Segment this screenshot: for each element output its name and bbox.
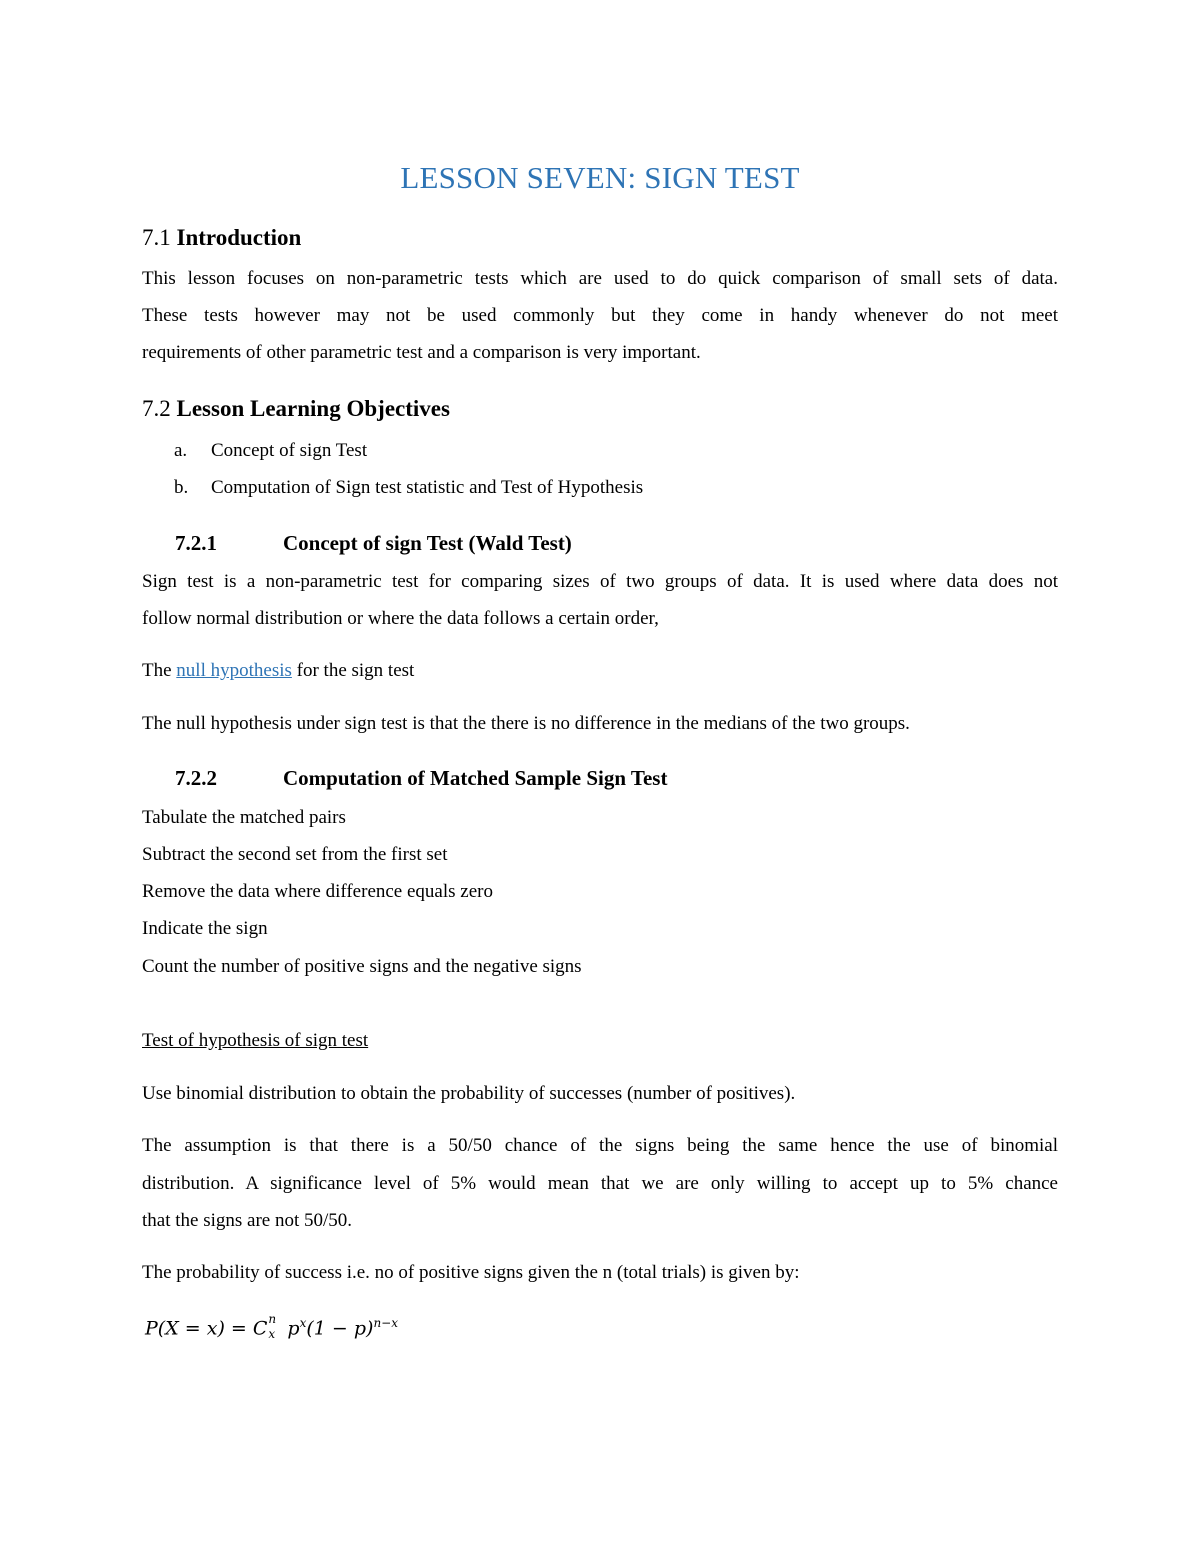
assumption-line: distribution. A significance level of 5% would mean that we are only willing to accept up to 5% chance bbox=[142, 1173, 1058, 1194]
concept-line: follow normal distribution or where the data follows a certain order, bbox=[142, 608, 659, 629]
assumption-line: The assumption is that there is a 50/50 chance of the signs being the same hence the use of binomial bbox=[142, 1135, 1058, 1156]
list-marker: b. bbox=[174, 477, 189, 498]
section-heading-objectives bbox=[142, 396, 450, 422]
binomial-line: Use binomial distribution to obtain the probability of successes (number of positives). bbox=[142, 1083, 796, 1104]
intro-line: This lesson focuses on non-parametric tests which are used to do quick comparison of small sets of data. bbox=[142, 268, 1058, 289]
section-number: 7.2 bbox=[142, 396, 171, 421]
step-line: Count the number of positive signs and the negative signs bbox=[142, 956, 582, 977]
list-item: Concept of sign Test bbox=[211, 440, 368, 461]
subsection-number: 7.2.2 bbox=[175, 766, 217, 790]
page-title: LESSON SEVEN: SIGN TEST bbox=[400, 160, 800, 195]
step-line: Subtract the second set from the first set bbox=[142, 844, 448, 865]
subsection-number: 7.2.1 bbox=[175, 531, 217, 555]
formula-c-sub: x bbox=[268, 1327, 276, 1342]
intro-line: requirements of other parametric test and a comparison is very important. bbox=[142, 342, 701, 363]
null-prefix: The bbox=[142, 660, 177, 681]
step-line: Tabulate the matched pairs bbox=[142, 807, 346, 828]
formula-p-sup: x bbox=[299, 1316, 307, 1330]
intro-line: These tests however may not be used commonly but they come in handy whenever do not meet bbox=[142, 305, 1058, 326]
list-marker: a. bbox=[174, 440, 188, 461]
null-hypothesis-link[interactable]: null hypothesis bbox=[176, 660, 292, 681]
list-item: Computation of Sign test statistic and Test of Hypothesis bbox=[211, 477, 644, 498]
section-label: Introduction bbox=[176, 225, 302, 250]
section-heading-introduction bbox=[142, 225, 301, 251]
formula-c: C bbox=[252, 1317, 268, 1340]
concept-line: Sign test is a non-parametric test for comparing sizes of two groups of data. It is used where data does not bbox=[142, 571, 1058, 592]
hypothesis-heading: Test of hypothesis of sign test bbox=[142, 1030, 369, 1051]
formula-c-sup: n bbox=[268, 1312, 277, 1327]
formula-c-scripts bbox=[267, 1312, 287, 1342]
formula-p: p bbox=[287, 1317, 300, 1340]
formula-lhs: P(X = x) = bbox=[145, 1317, 253, 1340]
assumption-line: that the signs are not 50/50. bbox=[142, 1210, 353, 1231]
null-hypothesis-sentence bbox=[142, 660, 414, 682]
subsection-label: Concept of sign Test (Wald Test) bbox=[283, 531, 572, 555]
section-label: Lesson Learning Objectives bbox=[176, 396, 450, 421]
subsection-label: Computation of Matched Sample Sign Test bbox=[283, 766, 668, 790]
binomial-formula bbox=[145, 1312, 398, 1342]
step-line: Remove the data where difference equals zero bbox=[142, 881, 493, 902]
section-number: 7.1 bbox=[142, 225, 171, 250]
null-suffix: for the sign test bbox=[291, 660, 415, 681]
probability-line: The probability of success i.e. no of positive signs given the n (total trials) is given by: bbox=[142, 1262, 800, 1283]
formula-paren-sup: n−x bbox=[373, 1316, 398, 1330]
null-statement: The null hypothesis under sign test is that the there is no difference in the medians of the two groups. bbox=[142, 713, 910, 734]
formula-paren: (1 − p) bbox=[306, 1317, 374, 1340]
step-line: Indicate the sign bbox=[142, 918, 268, 939]
